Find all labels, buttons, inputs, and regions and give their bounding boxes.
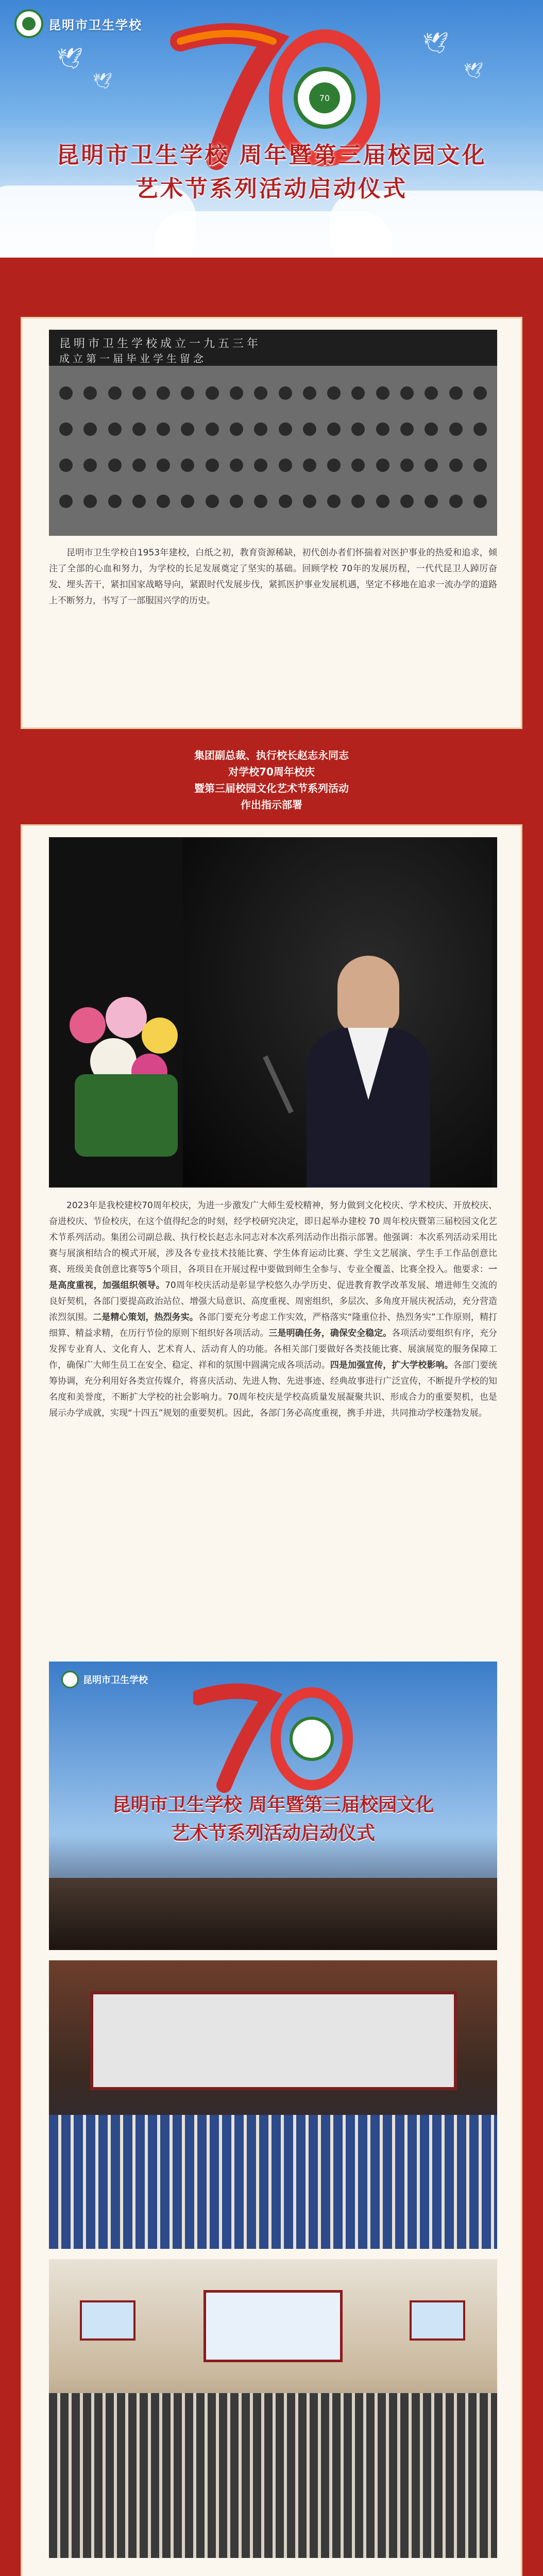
intro-paragraph: 昆明市卫生学校自1953年建校，白纸之初，教育资源稀缺，初代创办者们怀揣着对医护事业的热爱和追求，倾注了全部的心血和努力，为学校的长足发展奠定了坚实的基础。回顾学校 70年的发展历程，一代代昆卫人踔厉奋发、埋头苦干，紧扣国家战略导向，紧跟时代发展步伐，紧抓医护事业发展机遇，坚定不移地在追求一流办学的道路上不断努力，书写了一部服国兴学的历史。	[49, 548, 497, 606]
dove-icon: 🕊	[93, 72, 113, 90]
main-card	[21, 824, 522, 2576]
school-logo	[14, 9, 142, 38]
dove-icon: 🕊	[464, 62, 484, 80]
stage-screen	[90, 1991, 457, 2090]
section-heading-line4: 作出指示部署	[241, 799, 302, 811]
header-banner	[0, 0, 543, 258]
main-paragraph: 2023年是我校建校70周年校庆，为进一步激发广大师生爱校精神，努力做到文化校庆、学术校庆、开放校庆、奋进校庆、节俭校庆，在这个值得纪念的时刻，经学校研究决定，即日起举办建校 70 周年校庆暨第三届校园文化艺术节系列活动。集团公司副总裁、执行校长赵志永同志对本次系列活动作出指示部署。他强调：本次系列活动采用比赛与展演相结合的模式开展，涉及各专业技术技能比赛、学生体育运动比赛、学生文艺展演、学生手工作品创意比赛、班级美食创意比赛等5个项目，各项目在开展过程中要做到师生全参与、专业全覆盖、比赛全投入。他要求：一是高度重视，加强组织领导。70周年校庆活动是彰显学校悠久办学历史、促进教育教学改革发展、增进师生交流的良好契机，各部门要提高政治站位、增强大局意识、高度重视、周密组织，多层次、多角度开展庆祝活动，充分营造浓烈氛围。二是精心策划，热烈务实。各部门要充分考虑工作实效，严格落实“隆重位扑、热烈务实”工作原则，精打细算、精益求精，在历行节俭的原则下组织好各项活动。三是明确任务，确保安全稳定。各项活动要组织有序，充分发挥专业育人、文化育人、艺术育人、活动育人的功能。各相关部门要做好各类技能比赛、展演展览的服务保障工作，确保广大师生员工在安全、稳定、祥和的氛围中圆满完成各项活动。四是加强宣传，扩大学校影响。各部门要统筹协调，充分利用好各类宣传媒介，将喜庆活动、先进人物、先进事迹、经典故事进行广泛宣传，不断提升学校的知名度和美誉度，不断扩大学校的社会影响力。70周年校庆是学校高质量发展凝聚共识、形成合力的重要契机，也是展示办学成就，实现“十四五”规划的重要契机。因此，各部门务必高度重视，携手并进，共同推动学校蓬勃发展。	[49, 1200, 498, 1418]
audience-crowd	[49, 2393, 497, 2558]
stage-backdrop-photo	[49, 1662, 497, 1950]
logo-text: 昆明市卫生学校	[48, 17, 142, 32]
dove-icon: 🕊	[57, 47, 83, 71]
side-screen-right	[410, 2300, 465, 2341]
logo-emblem-icon	[14, 9, 43, 38]
intro-card	[21, 317, 522, 729]
stage-title-line1: 昆明市卫生学校 周年暨第三届校园文化	[112, 1794, 434, 1816]
photo-caption-line1: 昆明市卫生学校成立一九五三年	[59, 337, 262, 350]
stage-title-line2: 艺术节系列活动启动仪式	[171, 1822, 375, 1844]
center-screen	[203, 2290, 343, 2362]
section-heading-line1: 集团副总裁、执行校长赵志永同志	[194, 749, 349, 761]
stage-70-graphic	[193, 1682, 358, 1795]
hall-audience-photo	[49, 2259, 497, 2558]
photo-caption-banner	[49, 330, 497, 366]
historic-group-photo	[49, 330, 497, 536]
banner-title-line1: 昆明市卫生学校 周年暨第三届校园文化	[56, 142, 487, 168]
section-heading-line3: 暨第三届校园文化艺术节系列活动	[194, 782, 349, 794]
flower-bouquet	[59, 992, 193, 1157]
photo-people-row	[59, 459, 487, 472]
photo-people-row	[59, 495, 487, 508]
speaker-face	[337, 956, 399, 1033]
section-heading-line2: 对学校70周年校庆	[228, 766, 315, 778]
auditorium-photo	[49, 1960, 497, 2249]
anniversary-number: 70	[319, 93, 330, 103]
stage-floor	[49, 1878, 497, 1950]
photo-caption-line2: 成立第一届毕业学生留念	[59, 352, 207, 365]
speaker-photo	[49, 837, 497, 1188]
dove-icon: 🕊	[422, 31, 449, 55]
banner-title-line2: 艺术节系列活动启动仪式	[135, 176, 408, 202]
stage-logo-text: 昆明市卫生学校	[83, 1675, 148, 1686]
photo-people-row	[59, 386, 487, 400]
photo-people-row	[59, 422, 487, 436]
audience-seats	[49, 2115, 497, 2249]
side-screen-left	[80, 2300, 135, 2341]
cloud-decoration	[155, 211, 392, 258]
